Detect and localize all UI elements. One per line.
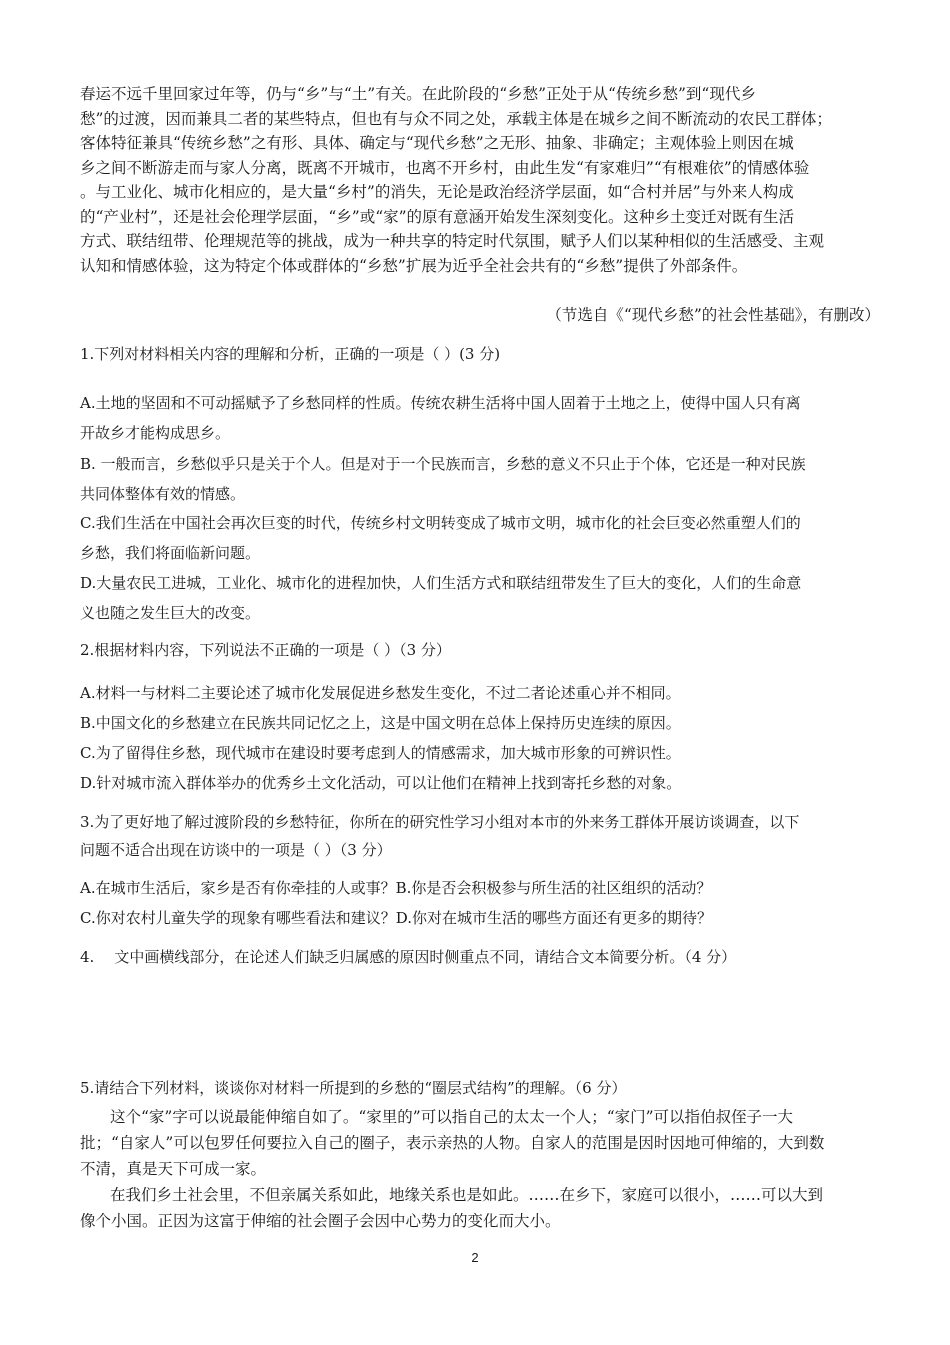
question-2-option-b: B.中国文化的乡愁建立在民族共同记忆之上，这是中国文明在总体上保持历史连续的原因。 <box>80 714 681 732</box>
question-1-option-d: D.大量农民工进城，工业化、城市化的进程加快，人们生活方式和联结纽带发生了巨大的变化，人们的生命意 义也随之发生巨大的改变。 <box>80 574 802 622</box>
passage-source: （节选自《“现代乡愁”的社会性基础》，有删改） <box>546 306 880 324</box>
question-4-text: 文中画横线部分，在论述人们缺乏归属感的原因时侧重点不同，请结合文本简要分析。（4 分） <box>114 948 737 966</box>
passage-line: 客体特征兼具“传统乡愁”之有形、具体、确定与“现代乡愁”之无形、抽象、非确定；主观体验上则因在城 <box>80 134 794 152</box>
material-line: 不清，真是天下可成一家。 <box>80 1160 267 1178</box>
material-line: 在我们乡土社会里，不但亲属关系如此，地缘关系也是如此。……在乡下，家庭可以很小，……可以大到 <box>110 1186 824 1204</box>
passage-line: 乡之间不断游走而与家人分离，既离不开城市，也离不开乡村，由此生发“有家难归”“有根难依”的情感体验 <box>80 158 810 177</box>
passage-paragraph <box>80 82 880 278</box>
question-3-options <box>80 873 880 933</box>
question-3-stem: 3.为了更好地了解过渡阶段的乡愁特征，你所在的研究性学习小组对本市的外来务工群体开展访谈调查，以下 问题不适合出现在访谈中的一项是（ ）（3 分） <box>80 813 800 859</box>
question-2-option-c: C.为了留得住乡愁，现代城市在建设时要考虑到人的情感需求，加大城市形象的可辨识性。 <box>80 744 681 762</box>
question-1-option-b: B. 一般而言，乡愁似乎只是关于个人。但是对于一个民族而言，乡愁的意义不只止于个体，它还是一种对民族 共同体整体有效的情感。 <box>80 455 806 503</box>
question-2-options <box>80 678 880 798</box>
passage-line: 。与工业化、城市化相应的，是大量“乡村”的消失，无论是政治经济学层面，如“合村并居”与外来人构成 <box>80 183 794 201</box>
question-2-stem: 2.根据材料内容，下列说法不正确的一项是（ ）（3 分） <box>80 641 451 659</box>
question-5-stem: 5.请结合下列材料，谈谈你对材料一所提到的乡愁的“圈层式结构”的理解。（6 分） <box>80 1079 627 1097</box>
passage-line: 愁”的过渡，因而兼具二者的某些特点，但也有与众不同之处，承载主体是在城乡之间不断流动的农民工群体； <box>80 109 832 128</box>
material-line: 像个小国。正因为这富于伸缩的社会圈子会因中心势力的变化而大小。 <box>80 1212 561 1230</box>
page-number: 2 <box>471 1250 479 1265</box>
question-3-option-ab: A.在城市生活后，家乡是否有你牵挂的人或事？B.你是否会积极参与所生活的社区组织的活动？ <box>80 879 712 897</box>
question-4 <box>80 945 880 969</box>
passage-line: 认知和情感体验，这为特定个体或群体的“乡愁”扩展为近乎全社会共有的“乡愁”提供了外部条件。 <box>80 256 748 275</box>
question-1-option-a: A.土地的坚固和不可动摇赋予了乡愁同样的性质。传统农耕生活将中国人固着于土地之上，使得中国人只有离 开故乡才能构成思乡。 <box>80 394 801 442</box>
question-2-option-d: D.针对城市流入群体举办的优秀乡土文化活动，可以让他们在精神上找到寄托乡愁的对象。 <box>80 774 682 792</box>
material-line: 批；“自家人”可以包罗任何要拉入自己的圈子，表示亲热的人物。自家人的范围是因时因地可伸缩的，大到数 <box>80 1134 825 1152</box>
question-4-number: 4. <box>80 948 95 966</box>
question-5-material <box>80 1104 880 1234</box>
question-3-option-cd: C.你对农村儿童失学的现象有哪些看法和建议？D.你对在城市生活的哪些方面还有更多的期待？ <box>80 909 712 927</box>
question-1-stem: 1.下列对材料相关内容的理解和分析，正确的一项是（ ）(3 分) <box>80 345 501 363</box>
material-line: 这个“家”字可以说最能伸缩自如了。“家里的”可以指自己的太太一个人；“家门”可以指伯叔侄子一大 <box>110 1108 794 1126</box>
passage-line: 春运不远千里回家过年等，仍与“乡”与“土”有关。在此阶段的“乡愁”正处于从“传统乡愁”到“现代乡 <box>80 85 756 103</box>
passage-line: 方式、联结纽带、伦理规范等的挑战，成为一种共享的特定时代氛围，赋予人们以某种相似的生活感受、主观 <box>80 232 825 250</box>
question-2-option-a: A.材料一与材料二主要论述了城市化发展促进乡愁发生变化，不过二者论述重心并不相同。 <box>80 684 681 702</box>
passage-line: 的“产业村”，还是社会伦理学层面，“乡”或“家”的原有意涵开始发生深刻变化。这种乡土变迁对既有生活 <box>80 207 795 226</box>
question-1-option-c: C.我们生活在中国社会再次巨变的时代，传统乡村文明转变成了城市文明，城市化的社会巨变必然重塑人们的 乡愁，我们将面临新问题。 <box>80 514 801 562</box>
